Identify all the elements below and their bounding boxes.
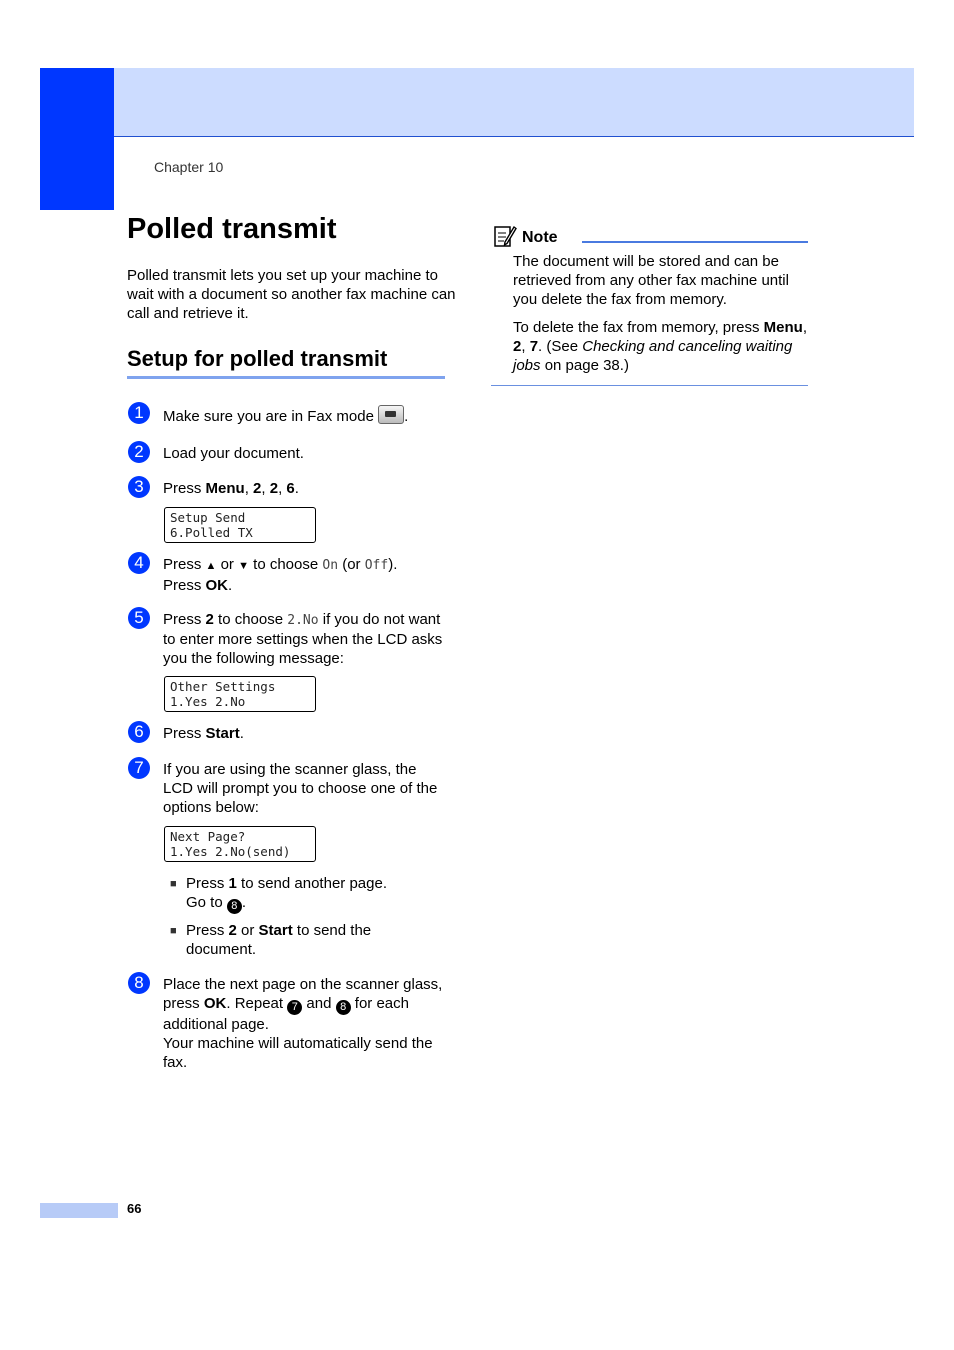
lcd-line: Next Page? [170,829,246,844]
step-text-part: Press [186,875,225,892]
step-number: 3 [128,476,150,498]
step-6-text: Press Start. [163,725,244,742]
key-label: Start [258,922,293,939]
note-divider [491,385,808,386]
bullet-square-icon: ■ [170,878,177,890]
step-text-part: to choose [218,611,284,628]
step-text-part: Press [163,577,202,594]
step-number: 6 [128,721,150,743]
step-number: 5 [128,607,150,629]
lcd-line: Setup Send [170,510,246,525]
step-number: 8 [128,972,150,994]
step-reference: 8 [336,1000,351,1015]
step-text-part: Go to [186,894,223,911]
step-text-part: Your machine will automatically send the fax. [163,1035,433,1071]
step-text-part: ). [388,556,398,573]
footer-bar [40,1203,118,1218]
lcd-line: 1.Yes 2.No [170,694,246,709]
step-3-text: Press Menu, 2, 2, 6. [163,480,299,497]
lcd-screen [164,676,316,712]
step-4-text: Press ▲ or ▼ to choose On (or Off). Press OK. [163,556,398,594]
key-label: 2 [228,922,237,939]
option-2-text [186,921,426,959]
step-text-part: . Repeat [226,995,284,1012]
step-text-part: Press [163,611,202,628]
step-text-part: Place the next page on the scanner glass, press [163,976,443,1012]
chapter-label: Chapter 10 [154,159,224,175]
note-label: Note [522,229,558,246]
page-number: 66 [127,1201,142,1216]
step-text-part: and [306,995,332,1012]
step-reference: 7 [287,1000,302,1015]
header-band [114,68,914,137]
key-label: OK [205,577,229,594]
chapter-tab [40,68,114,210]
lcd-screen [164,826,316,862]
cross-reference: Checking and canceling waiting jobs [513,338,793,374]
section-title: Setup for polled transmit [127,346,445,379]
step-8-text [163,975,445,1072]
step-text-part: Press [163,556,202,573]
lcd-value: On [322,558,339,573]
step-text-part: Press [186,922,225,939]
step-text-part: if you do not want to enter more settings when the LCD asks you the following message: [163,611,443,667]
step-number: 4 [128,552,150,574]
step-text-part: to send the document. [186,922,372,958]
step-text-part: to send another page. [241,875,387,892]
intro-paragraph: Polled transmit lets you set up your machine to wait with a document so another fax machine can call and retrieve it. [127,267,456,322]
up-arrow-icon: ▲ [205,560,217,572]
step-text-part: for each additional page. [163,995,409,1033]
key-label: 2 [513,338,522,355]
lcd-line: 6.Polled TX [170,525,253,540]
step-number: 7 [128,757,150,779]
key-label: 2 [269,480,279,497]
note-paragraph: The document will be stored and can be retrieved from any other fax machine until you delete the fax from memory. [513,253,789,308]
option-1-text: Press 1 to send another page. Go to 8 . [186,875,387,912]
key-label: 2 [253,480,262,497]
key-label: Menu [763,319,803,336]
step-text-part: . [404,408,409,425]
note-text-part: . (See [538,338,579,355]
step-text-part: Press [163,480,202,497]
step-text-part: or [220,556,234,573]
step-1-text [163,405,445,426]
step-7-text: If you are using the scanner glass, the LCD will prompt you to choose one of the options below: [163,761,438,816]
note-text-part: on page 38.) [544,357,629,374]
step-2-text: Load your document. [163,445,304,462]
lcd-value: 2.No [287,613,319,628]
step-text-part: Make sure you are in Fax mode [163,408,374,425]
note-paragraph: To delete the fax from memory, press Menu, 2, 7. (See Checking and canceling waiting jobs on page 38.) [513,319,807,374]
page-title: Polled transmit [127,213,337,245]
lcd-screen [164,507,316,543]
step-5-text [163,610,445,668]
step-reference: 8 [227,899,242,914]
key-label: 7 [529,338,539,355]
step-number: 2 [128,441,150,463]
lcd-value: Off [364,558,389,573]
key-label: 2 [205,611,214,628]
key-label: Menu [205,480,245,497]
fax-mode-icon [378,405,404,424]
step-number: 1 [128,402,150,424]
key-label: Start [205,725,240,742]
step-text-part: or [241,922,255,939]
step-text-part: (or [342,556,361,573]
key-label: 1 [228,875,237,892]
step-text-part: to choose [253,556,319,573]
note-pencil-icon [493,224,517,248]
bullet-square-icon: ■ [170,925,177,937]
key-label: 6 [286,480,295,497]
lcd-line: 1.Yes 2.No(send) [170,844,291,859]
lcd-line: Other Settings [170,679,276,694]
note-text-part: To delete the fax from memory, press [513,319,760,336]
key-label: OK [203,995,227,1012]
down-arrow-icon: ▼ [238,560,249,572]
note-divider [582,241,808,243]
step-text-part: Press [163,725,202,742]
